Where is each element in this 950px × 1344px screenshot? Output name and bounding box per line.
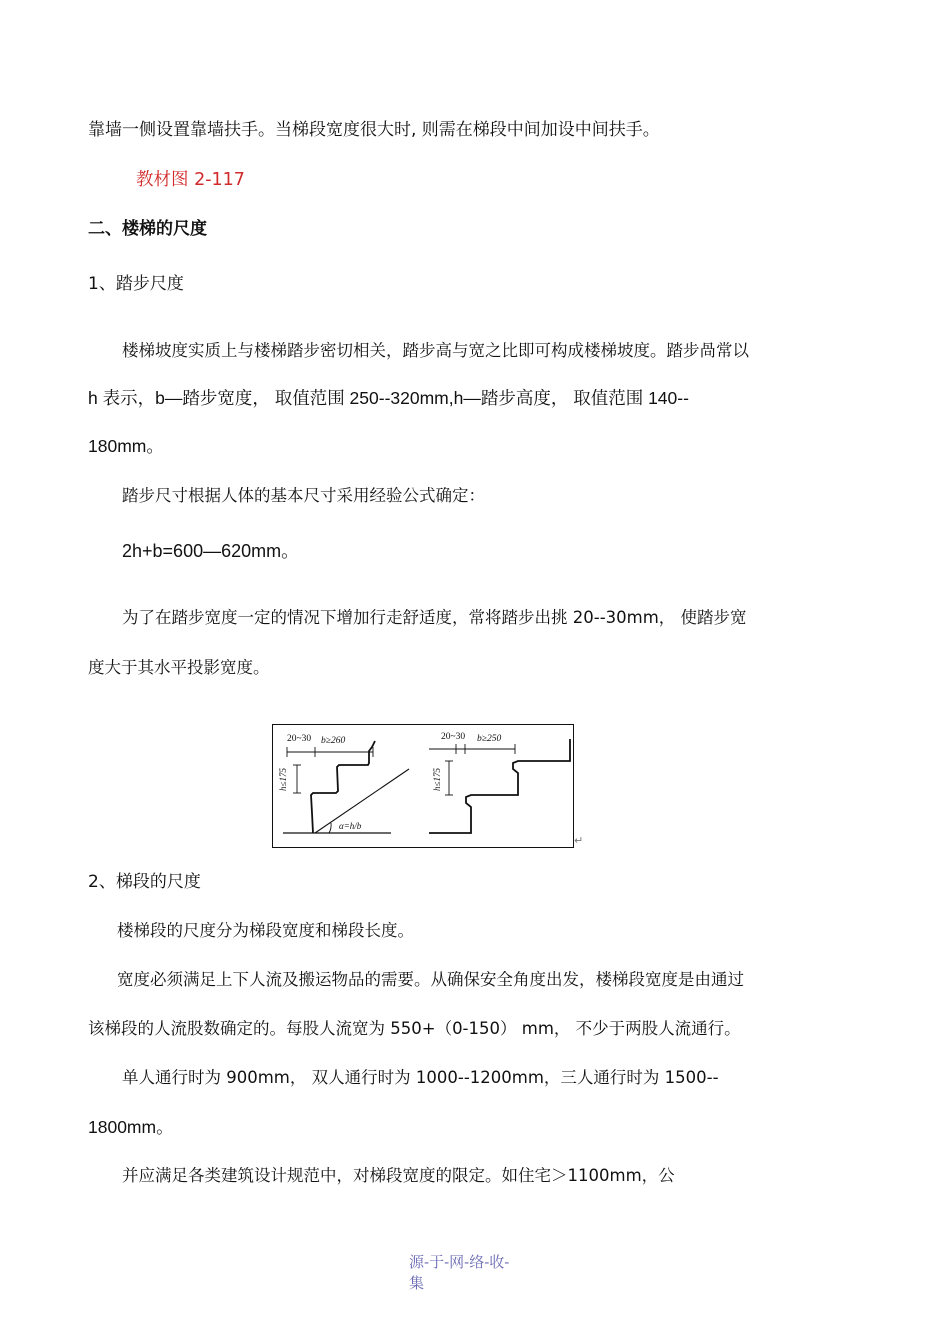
stair-step-diagram <box>273 725 575 849</box>
left-step-profile <box>283 741 409 833</box>
right-overhang-label: 20~30 <box>441 732 466 742</box>
formula: 2h+b=600—620mm。 <box>122 541 300 561</box>
left-tread-label: b≥260 <box>321 736 346 746</box>
figure-reference: 教材图 2-117 <box>136 170 245 190</box>
slope-label: α=h/b <box>339 821 362 831</box>
paragraph-intro: 靠墙一侧设置靠墙扶手。当梯段宽度很大时, 则需在梯段中间加设中间扶手。 <box>88 120 660 140</box>
subsection-heading-step-size: 1、踏步尺度 <box>88 274 184 294</box>
paragraph-empirical-formula-intro: 踏步尺寸根据人体的基本尺寸采用经验公式确定： <box>122 486 485 505</box>
paragraph-width-line1: 宽度必须满足上下人流及搬运物品的需要。从确保安全角度出发，楼梯段宽度是由通过 <box>117 970 744 989</box>
paragraph-traffic-line1: 单人通行时为 900mm， 双人通行时为 1000--1200mm，三人通行时为 1500-- <box>122 1068 719 1087</box>
paragraph-slope-line1: 楼梯坡度实质上与楼梯踏步密切相关，踏步高与宽之比即可构成楼梯坡度。踏步咼常以 <box>122 341 749 360</box>
left-overhang-label: 20~30 <box>287 734 312 744</box>
right-step-profile <box>429 739 570 833</box>
paragraph-overhang-line2: 度大于其水平投影宽度。 <box>88 658 270 677</box>
section-heading: 二、楼梯的尺度 <box>88 219 207 239</box>
right-riser-label: h≤175 <box>432 768 442 791</box>
footer-line1: 源-于-网-络-收- <box>409 1253 510 1271</box>
footer-watermark <box>409 1252 509 1294</box>
subsection-heading-flight-size: 2、梯段的尺度 <box>88 872 201 892</box>
paragraph-width-line2: 该梯段的人流股数确定的。每股人流宽为 550+（0-150） mm， 不少于两股人流通行。 <box>88 1019 741 1038</box>
paragraph-code-requirements: 并应满足各类建筑设计规范中，对梯段宽度的限定。如住宅＞1100mm，公 <box>122 1166 675 1185</box>
paragraph-traffic-line2: 1800mm。 <box>88 1117 174 1137</box>
paragraph-mark-icon: ↵ <box>574 834 584 847</box>
right-tread-label: b≥250 <box>477 734 502 744</box>
paragraph-slope-line2: h 表示，b—踏步宽度， 取值范围 250--320mm,h—踏步高度， 取值范围 140-- <box>88 388 689 408</box>
footer-line2: 集 <box>409 1274 425 1292</box>
paragraph-slope-line3: 180mm。 <box>88 436 164 456</box>
left-riser-label: h≤175 <box>278 768 288 791</box>
paragraph-overhang-line1: 为了在踏步宽度一定的情况下增加行走舒适度，常将踏步出挑 20--30mm， 使踏步宽 <box>122 608 747 627</box>
stair-step-figure <box>272 724 574 848</box>
paragraph-flight-dimensions: 楼梯段的尺度分为梯段宽度和梯段长度。 <box>117 921 414 940</box>
